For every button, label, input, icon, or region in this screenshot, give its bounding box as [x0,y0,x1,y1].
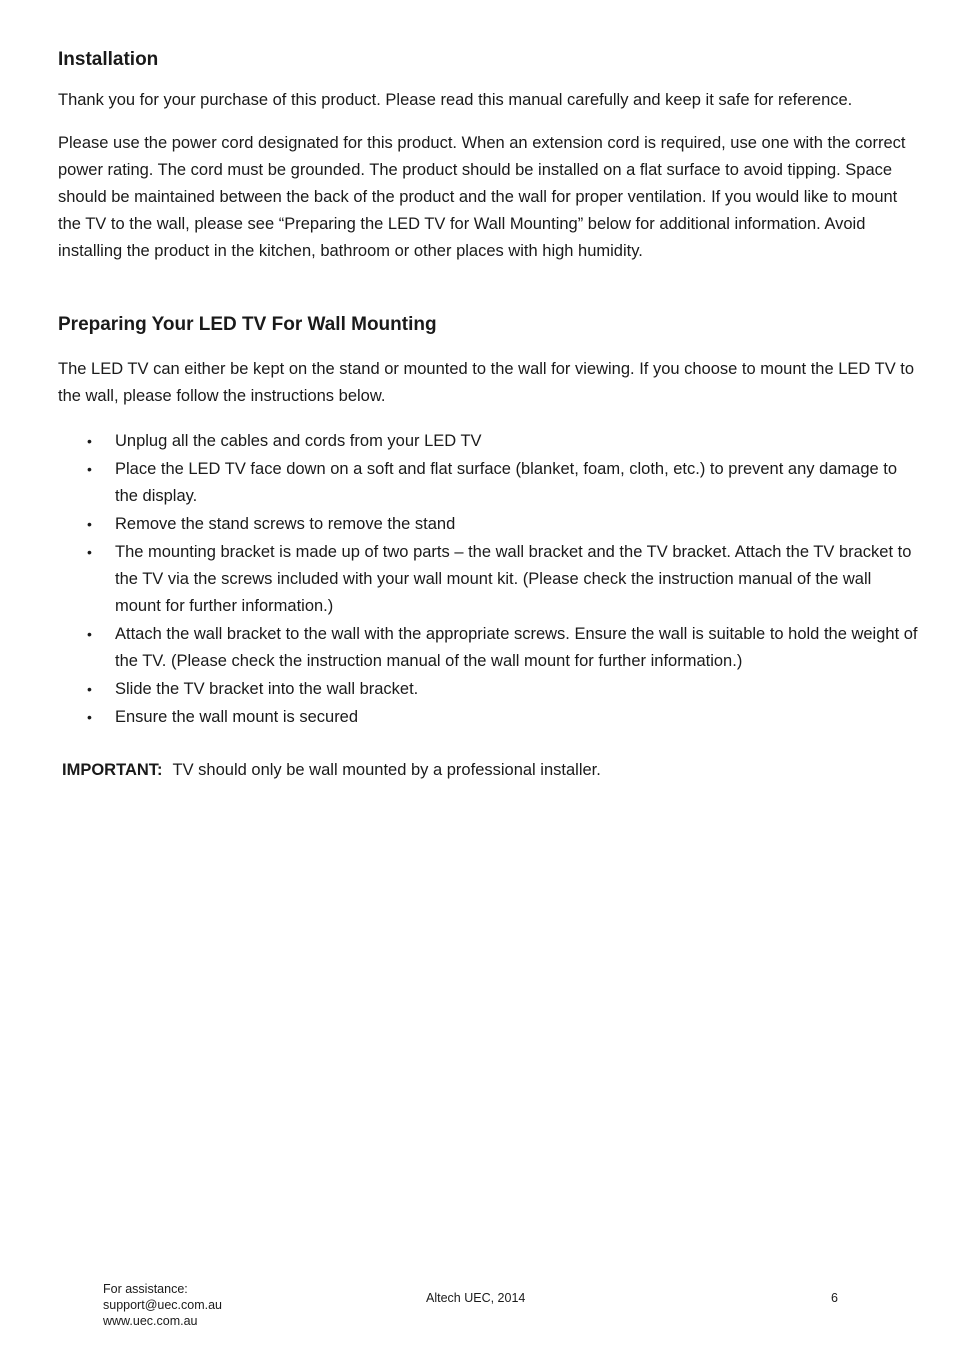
step-text: The mounting bracket is made up of two parts – the wall bracket and the TV bracket. Attach the TV bracket to the TV via the screws included with your wall mount kit. (Please check the instruction manual of the wall mount for further information.) [115,543,912,615]
bullet-icon: • [87,544,92,560]
list-item [0,621,920,675]
list-item [0,539,920,620]
wall-mounting-heading: Preparing Your LED TV For Wall Mounting [58,314,437,335]
important-notice [62,757,601,784]
bullet-icon: • [87,709,92,725]
step-text: Attach the wall bracket to the wall with the appropriate screws. Ensure the wall is suitable to hold the weight of the TV. (Please check the instruction manual of the wall mount for further information.) [115,625,918,670]
wall-mounting-intro-paragraph: The LED TV can either be kept on the stand or mounted to the wall for viewing. If you choose to mount the LED TV to the wall, please follow the instructions below. [58,360,915,405]
footer-email: support@uec.com.au [103,1298,223,1312]
footer-contact [103,1281,222,1329]
list-item [0,704,920,731]
footer-assistance-label: For assistance: [103,1282,188,1296]
step-text: Place the LED TV face down on a soft and flat surface (blanket, foam, cloth, etc.) to prevent any damage to the display. [115,460,898,505]
list-item [0,428,920,455]
page-number: 6 [831,1291,838,1305]
step-text: Unplug all the cables and cords from your LED TV [115,432,482,450]
bullet-icon: • [87,461,92,477]
bullet-icon: • [87,516,92,532]
bullet-icon: • [87,681,92,697]
list-item [0,676,920,703]
step-text: Ensure the wall mount is secured [115,708,359,726]
important-label: IMPORTANT: [62,761,163,779]
step-text: Slide the TV bracket into the wall bracket. [115,680,419,698]
bullet-icon: • [87,626,92,642]
bullet-icon: • [87,433,92,449]
wall-mounting-steps-list [0,428,920,732]
installation-intro-paragraph: Thank you for your purchase of this product. Please read this manual carefully and keep it safe for reference. [58,91,853,109]
footer-copyright: Altech UEC, 2014 [426,1291,526,1305]
list-item [0,456,920,510]
important-text: TV should only be wall mounted by a professional installer. [172,761,601,779]
footer-website: www.uec.com.au [103,1314,198,1328]
installation-heading: Installation [58,49,159,70]
step-text: Remove the stand screws to remove the stand [115,515,456,533]
installation-power-paragraph: Please use the power cord designated for this product. When an extension cord is required, use one with the correct power rating. The cord must be grounded. The product should be installed on a flat surface to avoid tipping. Space should be maintained between the back of the product and the wall for proper ventilation. If you would like to mount the TV to the wall, please see “Preparing the LED TV for Wall Mounting” below for additional information. Avoid installing the product in the kitchen, bathroom or other places with high humidity. [58,134,906,260]
list-item [0,511,920,538]
